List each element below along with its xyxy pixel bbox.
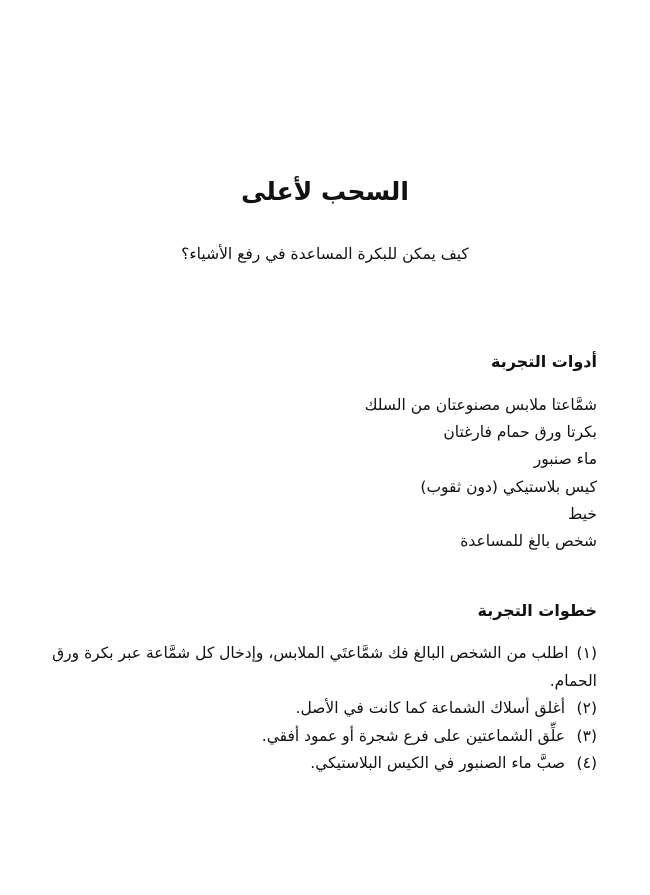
step-text: أغلق أسلاك الشماعة كما كانت في الأصل.: [295, 699, 565, 717]
step-text: علِّق الشماعتين على فرع شجرة أو عمود أفقي.: [261, 726, 565, 745]
step-item: [52, 750, 597, 778]
step-item: [52, 723, 597, 751]
materials-list: [365, 392, 597, 555]
page-subtitle: كيف يمكن للبكرة المساعدة في رفع الأشياء؟: [181, 245, 469, 263]
material-item: بكرتا ورق حمام فارغتان: [443, 423, 597, 442]
material-item: شمَّاعتا ملابس مصنوعتان من السلك: [364, 396, 597, 414]
steps-heading: خطوات التجربة: [477, 601, 597, 620]
materials-heading: أدوات التجربة: [491, 352, 597, 371]
step-number: (١): [576, 644, 597, 662]
step-number: (٤): [576, 754, 597, 772]
material-item: كيس بلاستيكي (دون ثقوب): [420, 477, 597, 496]
step-number: (٢): [576, 699, 597, 717]
material-item: شخص بالغ للمساعدة: [460, 532, 597, 551]
step-text: صبَّ ماء الصنبور في الكيس البلاستيكي.: [310, 754, 565, 772]
steps-list: [52, 640, 597, 778]
step-item: [52, 640, 597, 695]
material-item: خيط: [568, 504, 597, 523]
material-item: ماء صنبور: [533, 450, 597, 469]
step-item: [52, 695, 597, 723]
page-title: السحب لأعلى: [241, 177, 409, 206]
step-text: اطلب من الشخص البالغ فك شمَّاعتَي الملابس، وإدخال كل شمَّاعة عبر بكرة ورق الحمام.: [52, 644, 597, 690]
step-number: (٣): [576, 726, 597, 745]
